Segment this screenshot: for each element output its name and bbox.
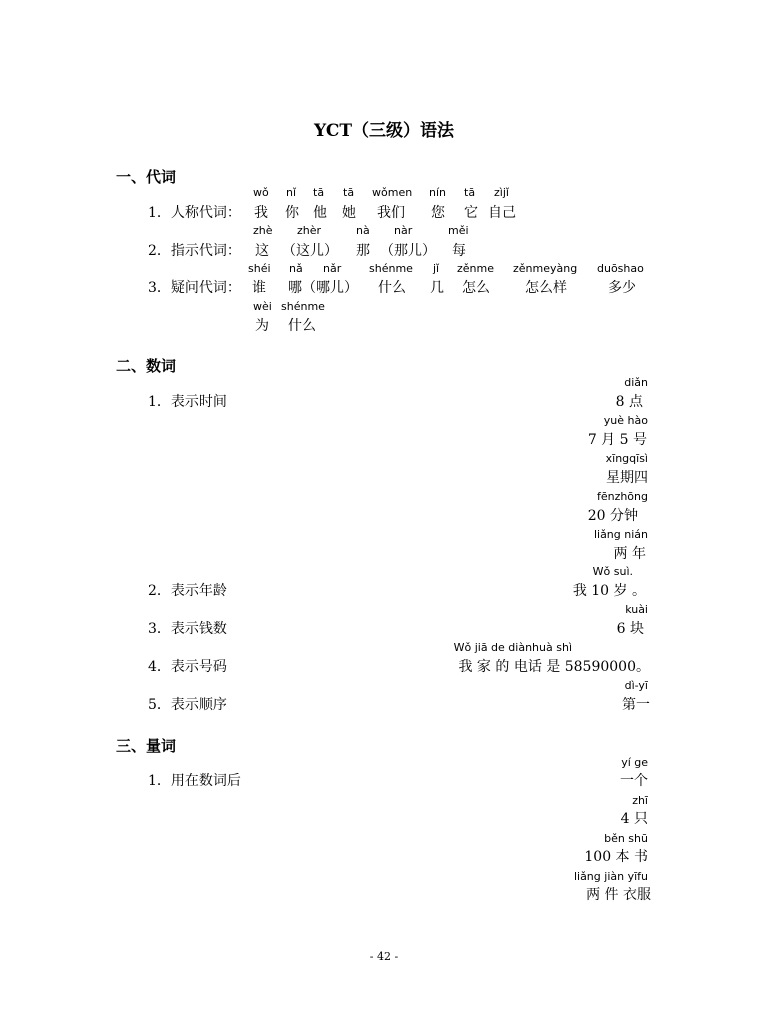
pronoun-word: 他	[313, 205, 327, 221]
example-text: 我 10 岁 。	[572, 583, 646, 599]
pinyin: wǒ	[253, 186, 269, 199]
pinyin: běn shū	[604, 832, 648, 845]
pronoun-word: 几	[430, 280, 444, 296]
pronoun-word: 多少	[608, 280, 636, 296]
pinyin: jǐ	[433, 262, 440, 275]
section-heading-numeral: 二、数词	[116, 357, 177, 375]
pinyin: zhè	[253, 224, 273, 237]
pronoun-word: 怎么	[462, 280, 490, 296]
pinyin: Wǒ jiā de diànhuà shì	[453, 641, 572, 654]
pronoun-word: 每	[452, 243, 466, 259]
pronoun-word: 什么	[288, 318, 316, 334]
numeral-age-label: 2．表示年龄	[148, 583, 227, 599]
pronoun-word: （那儿）	[380, 243, 436, 259]
pinyin: zìjǐ	[494, 186, 509, 199]
demonstrative-pronoun-label: 2．指示代词：	[148, 243, 241, 259]
page-title: YCT（三级）语法	[313, 121, 455, 141]
pinyin: tā	[464, 186, 476, 199]
pinyin: yuè hào	[603, 414, 648, 427]
page-number: - 42 -	[369, 950, 399, 963]
pinyin: nǐ	[286, 186, 297, 199]
pinyin: nàr	[394, 224, 413, 237]
pronoun-word: 她	[342, 205, 356, 221]
pinyin: diǎn	[624, 376, 648, 389]
pronoun-word: 它	[464, 205, 478, 221]
pinyin: xīngqīsì	[605, 452, 648, 465]
pinyin: wèi	[253, 300, 272, 313]
numeral-money-label: 3．表示钱数	[148, 621, 227, 637]
pinyin: dì-yī	[624, 679, 648, 692]
pronoun-word: 谁	[252, 280, 266, 296]
pronoun-word: 哪（哪儿）	[288, 280, 358, 296]
measure-after-label: 1．用在数词后	[148, 773, 241, 789]
pinyin: zěnmeyàng	[513, 262, 578, 275]
example-text: 两 年	[613, 546, 646, 562]
pronoun-word: 什么	[378, 280, 406, 296]
interrogative-pronoun-label: 3．疑问代词：	[148, 280, 241, 296]
pinyin: shéi	[248, 262, 271, 275]
example-text: 6 块	[616, 621, 644, 637]
pinyin: nín	[429, 186, 446, 199]
example-text: 星期四	[606, 470, 648, 486]
numeral-number-label: 4．表示号码	[148, 659, 227, 675]
personal-pronoun-label: 1．人称代词：	[148, 205, 241, 221]
pronoun-word: 我们	[377, 205, 405, 221]
example-text: 第一	[622, 697, 650, 713]
pronoun-word: （这儿）	[282, 243, 338, 259]
pronoun-word: 自己	[488, 205, 516, 221]
pinyin: Wǒ suì.	[592, 565, 633, 578]
pinyin: nǎr	[323, 262, 342, 275]
pinyin: tā	[313, 186, 325, 199]
pronoun-word: 我	[254, 205, 268, 221]
pronoun-word: 那	[356, 243, 370, 259]
example-text: 两 件 衣服	[586, 887, 651, 903]
numeral-time-label: 1．表示时间	[148, 394, 227, 410]
example-text: 4 只	[620, 811, 648, 827]
pinyin: zhī	[632, 794, 648, 807]
section-heading-pronoun: 一、代词	[116, 168, 177, 186]
pinyin: yí ge	[621, 756, 648, 769]
pinyin: wǒmen	[372, 186, 413, 199]
pinyin: nà	[356, 224, 370, 237]
pinyin: zěnme	[457, 262, 494, 275]
pinyin: liǎng nián	[593, 528, 648, 541]
section-heading-measure: 三、量词	[116, 737, 177, 755]
pinyin: nǎ	[289, 262, 303, 275]
pinyin: zhèr	[297, 224, 322, 237]
example-text: 20 分钟	[587, 508, 638, 524]
pinyin: měi	[448, 224, 469, 237]
example-text: 8 点	[615, 394, 643, 410]
pinyin: shénme	[281, 300, 325, 313]
example-text: 一个	[620, 773, 648, 789]
pronoun-word: 怎么样	[525, 280, 567, 296]
pinyin: duōshao	[597, 262, 644, 275]
pronoun-word: 为	[255, 318, 269, 334]
numeral-order-label: 5．表示顺序	[148, 697, 227, 713]
pinyin: kuài	[625, 603, 648, 616]
pronoun-word: 您	[431, 205, 445, 221]
pronoun-word: 你	[285, 205, 299, 221]
example-text: 100 本 书	[584, 849, 648, 865]
pronoun-word: 这	[255, 243, 269, 259]
example-text: 7 月 5 号	[587, 432, 647, 448]
pinyin: liǎng jiàn yīfu	[573, 870, 648, 883]
pinyin: shénme	[369, 262, 413, 275]
example-text: 我 家 的 电话 是 58590000。	[458, 659, 650, 675]
pinyin: fēnzhōng	[596, 490, 648, 503]
pinyin: tā	[343, 186, 355, 199]
